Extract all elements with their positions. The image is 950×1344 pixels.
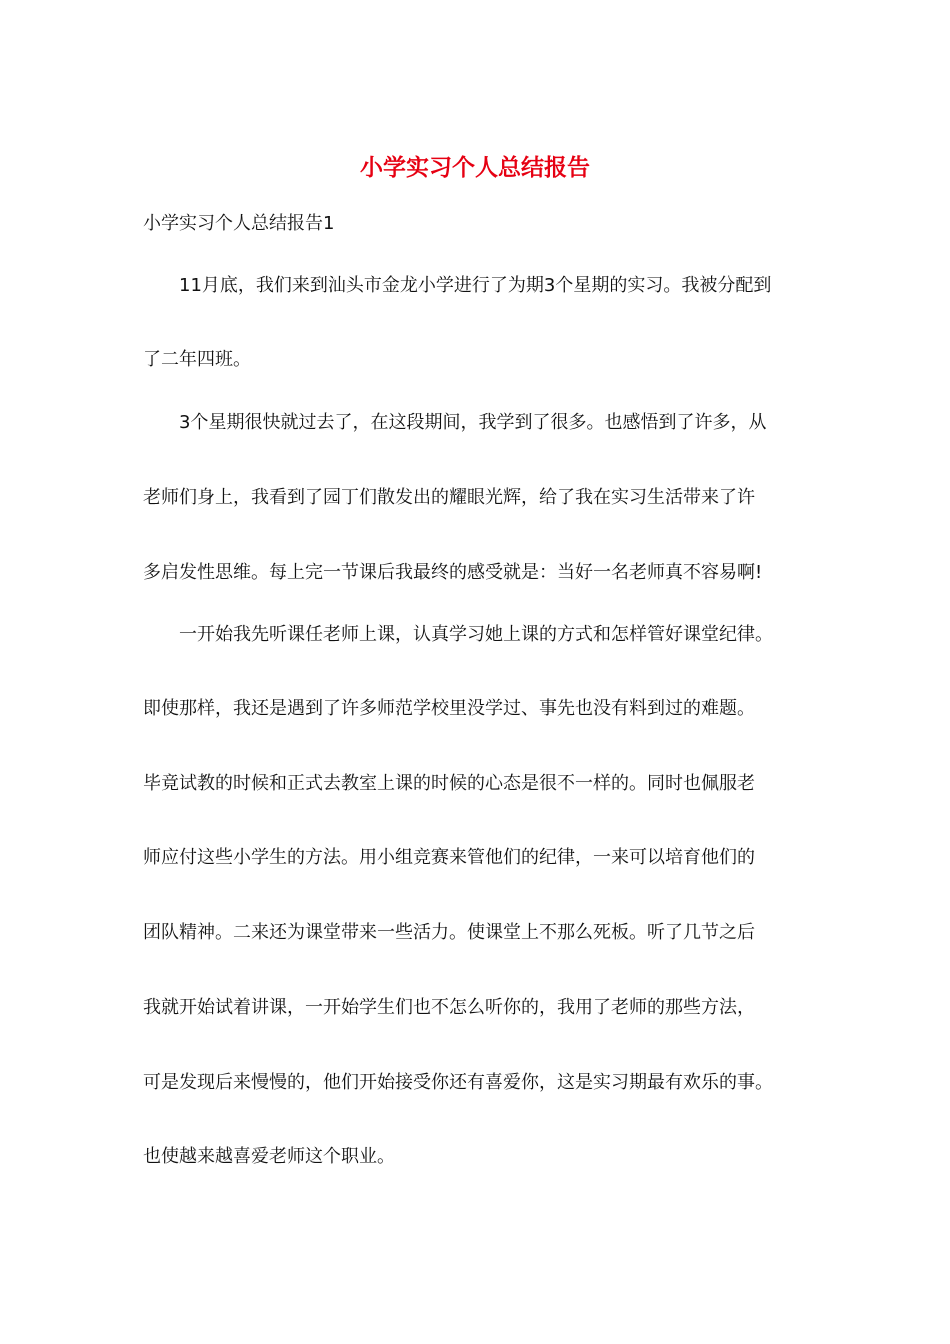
document-title: 小学实习个人总结报告 <box>360 154 590 181</box>
paragraph-line: 老师们身上，我看到了园丁们散发出的耀眼光辉，给了我在实习生活带来了许 <box>143 487 755 508</box>
section-heading: 小学实习个人总结报告1 <box>143 213 335 234</box>
paragraph-line: 一开始我先听课任老师上课，认真学习她上课的方式和怎样管好课堂纪律。 <box>143 624 773 645</box>
paragraph-line: 多启发性思维。每上完一节课后我最终的感受就是：当好一名老师真不容易啊! <box>143 562 763 583</box>
paragraph-line: 即使那样，我还是遇到了许多师范学校里没学过、事先也没有料到过的难题。 <box>143 698 755 719</box>
paragraph-line: 师应付这些小学生的方法。用小组竞赛来管他们的纪律，一来可以培育他们的 <box>143 847 755 868</box>
paragraph-line: 了二年四班。 <box>143 349 251 370</box>
paragraph-line: 也使越来越喜爱老师这个职业。 <box>143 1146 395 1167</box>
paragraph-line: 3个星期很快就过去了，在这段期间，我学到了很多。也感悟到了许多，从 <box>143 412 767 433</box>
paragraph-line: 可是发现后来慢慢的，他们开始接受你还有喜爱你，这是实习期最有欢乐的事。 <box>143 1072 773 1093</box>
paragraph-line: 团队精神。二来还为课堂带来一些活力。使课堂上不那么死板。听了几节之后 <box>143 922 755 943</box>
paragraph-line: 11月底，我们来到汕头市金龙小学进行了为期3个星期的实习。我被分配到 <box>143 275 772 296</box>
paragraph-line: 毕竟试教的时候和正式去教室上课的时候的心态是很不一样的。同时也佩服老 <box>143 773 755 794</box>
paragraph-line: 我就开始试着讲课，一开始学生们也不怎么听你的，我用了老师的那些方法， <box>143 997 755 1018</box>
